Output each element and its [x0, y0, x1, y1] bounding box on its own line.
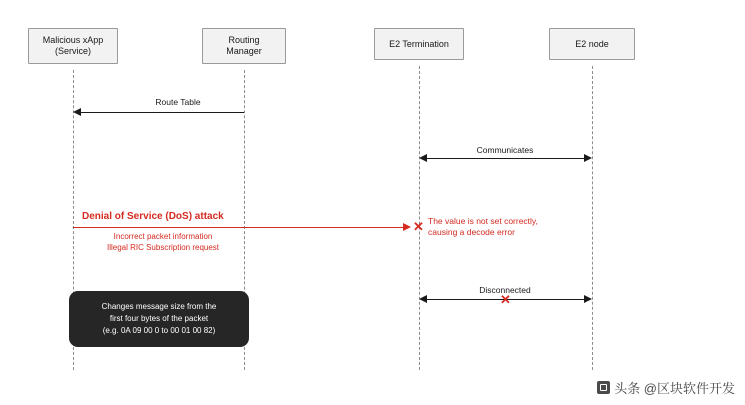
message-line-dos-attack — [73, 227, 403, 228]
annotation-decode-error — [428, 216, 538, 238]
arrow-head-disconnected-right — [584, 295, 592, 303]
participant-e2-node — [549, 28, 635, 60]
participant-label-routing-manager: Routing Manager — [226, 35, 262, 56]
arrow-head-route-table — [73, 108, 81, 116]
message-label-disconnected: Disconnected — [479, 285, 531, 295]
participant-routing-manager — [202, 28, 286, 64]
participant-label-malicious-xapp: Malicious xApp (Service) — [42, 35, 104, 56]
arrow-head-dos-attack — [403, 223, 411, 231]
annotation-attack-details-line2: Illegal RIC Subscription request — [106, 243, 220, 252]
callout-line2: first four bytes of the packet — [109, 314, 209, 323]
failure-mark-e2-termination: ✕ — [413, 219, 424, 234]
watermark — [597, 378, 735, 397]
watermark-text: 头条 @区块软件开发 — [614, 381, 735, 396]
annotation-decode-error-line1: The value is not set correctly, — [428, 216, 538, 226]
participant-malicious-xapp — [28, 28, 118, 64]
arrow-head-communicates-right — [584, 154, 592, 162]
annotation-attack-details — [88, 231, 238, 253]
participant-label-e2-termination: E2 Termination — [389, 38, 449, 49]
participant-label-e2-node: E2 node — [575, 38, 609, 49]
callout-note-text — [102, 301, 217, 337]
message-label-route-table: Route Table — [155, 97, 201, 107]
message-line-communicates — [427, 158, 584, 159]
lifeline-e2-termination — [419, 66, 420, 370]
participant-e2-termination — [374, 28, 464, 60]
message-line-route-table — [81, 112, 244, 113]
message-label-dos-attack: Denial of Service (DoS) attack — [82, 211, 224, 222]
annotation-attack-details-line1: Incorrect packet information — [113, 232, 213, 241]
arrow-head-communicates-left — [419, 154, 427, 162]
annotation-decode-error-line2: causing a decode error — [428, 227, 515, 237]
callout-line1: Changes message size from the — [101, 302, 217, 311]
callout-note — [69, 291, 249, 347]
callout-line3: (e.g. 0A 09 00 0 to 00 01 00 82) — [102, 326, 216, 335]
arrow-head-disconnected-left — [419, 295, 427, 303]
watermark-icon — [597, 381, 610, 394]
lifeline-e2-node — [592, 66, 593, 370]
failure-mark-disconnected: ✕ — [500, 292, 511, 307]
message-label-communicates: Communicates — [476, 145, 534, 155]
